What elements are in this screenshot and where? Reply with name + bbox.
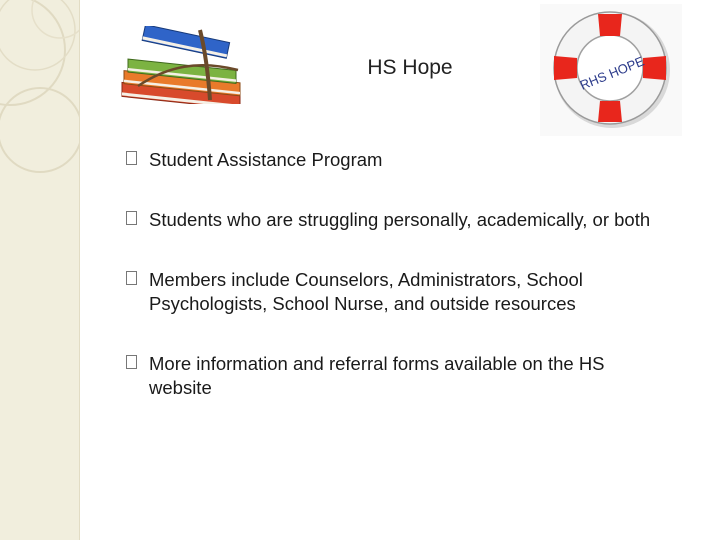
bullet-text: Members include Counselors, Administrators, School Psychologists, School Nurse, and outside resources (149, 269, 583, 314)
bullet-text: More information and referral forms available on the HS website (149, 353, 605, 398)
decorative-sidebar (0, 0, 80, 540)
bullet-text: Student Assistance Program (149, 149, 383, 170)
bullet-box-icon (126, 271, 137, 285)
stacked-books-icon (118, 26, 246, 104)
circle-pattern (0, 0, 79, 540)
bullet-box-icon (126, 355, 137, 369)
lifebuoy-logo (540, 4, 682, 136)
bullet-text: Students who are struggling personally, academically, or both (149, 209, 651, 230)
lifebuoy-text: RHS HOPE (577, 53, 647, 93)
bullet-box-icon (126, 211, 137, 225)
bullet-box-icon (126, 151, 137, 165)
slide-title: HS Hope (367, 56, 453, 79)
